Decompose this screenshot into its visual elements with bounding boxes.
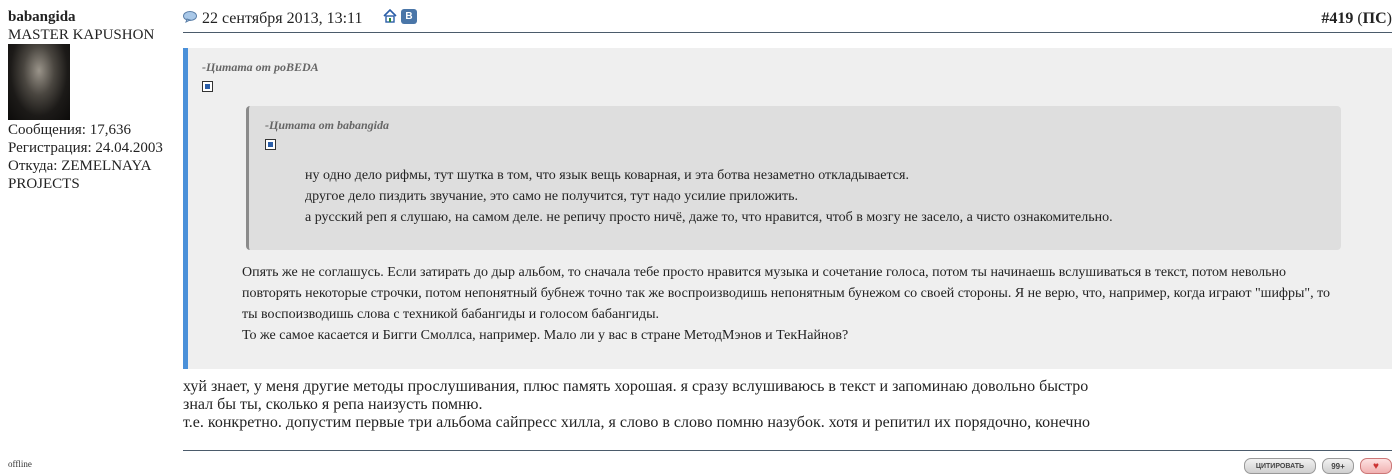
inner-quote-line: а русский реп я слушаю, на самом деле. не репичу просто ничё, даже то, что нравится, чтоб в мозгу не засело, а чисто ознакомительно. [305,210,1113,225]
outer-quote-paragraph: Опять же не соглашусь. Если затирать до дыр альбом, то сначала тебе просто нравится музыка и сочетание голоса, потом ты начинаешь вслушиваться в текст, потом невольно повторять некоторые строчки, потом непонятный бубнеж точно так же воспроизводишь непонятным бунежом со своей стороны. Я не верю, что, например, когда играют "шифры", то ты воспоизводишь слова с техникой бабангиды и голосом бабангиды. [242,265,1331,322]
username[interactable]: babangida [8,9,76,25]
post-suffix-text: ПС [1362,10,1387,27]
user-stat-posts: Сообщения: 17,636 [8,122,131,138]
like-button[interactable] [1360,458,1392,474]
user-panel [8,8,178,193]
inner-quote-line: другое дело пиздить звучание, это само не получится, тут надо усилие приложить. [305,189,798,204]
outer-quote-paragraph: То же самое касается и Бигги Смоллса, например. Мало ли у вас в стране МетодМэнов и ТекНайнов? [242,328,849,343]
post [183,0,1392,472]
inner-quote-title: -Цитата от babangida [265,118,390,132]
post-header [183,0,1392,33]
vk-icon[interactable]: B [401,9,417,24]
online-status: offline [8,459,32,469]
outer-quote-title: -Цитата от poBEDA [202,60,319,74]
post-body-line: знал бы ты, сколько я репа наизусть помню. [183,396,483,413]
inner-quote [246,106,1341,250]
post-body [183,378,1090,432]
speech-bubble-icon [183,11,197,23]
outer-quote-link-icon[interactable] [202,81,213,92]
inner-quote-text [305,165,1113,228]
inner-quote-line: ну одно дело рифмы, тут шутка в том, что язык вещь коварная, и эта ботва незаметно откладывается. [305,168,909,183]
outer-quote-text [242,262,1342,346]
post-footer [183,450,1392,472]
post-number[interactable]: #419 [1321,10,1354,27]
user-title: MASTER KAPUSHON [8,27,155,43]
home-icon[interactable] [383,9,397,23]
heart-icon: ♥ [1373,460,1379,472]
multiquote-button[interactable]: 99+ [1322,458,1354,474]
post-suffix: (ПС) [1357,10,1392,27]
post-date: 22 сентября 2013, 13:11 [202,10,363,27]
post-body-line: хуй знает, у меня другие методы прослушивания, плюс память хорошая. я сразу вслушиваюсь в текст и запоминаю довольно быстро [183,378,1089,395]
user-stat-registered: Регистрация: 24.04.2003 [8,140,163,156]
post-body-line: т.е. конкретно. допустим первые три альбома сайпресс хилла, я слово в слово помню назубок. хотя и репитил их порядочно, конечно [183,414,1091,431]
inner-quote-link-icon[interactable] [265,139,276,150]
avatar[interactable] [8,44,70,120]
quote-button[interactable]: ЦИТИРОВАТЬ [1244,458,1316,474]
user-stat-location: Откуда: ZEMELNAYA PROJECTS [8,158,151,192]
outer-quote [183,48,1392,369]
post-number-wrap [1321,10,1392,28]
